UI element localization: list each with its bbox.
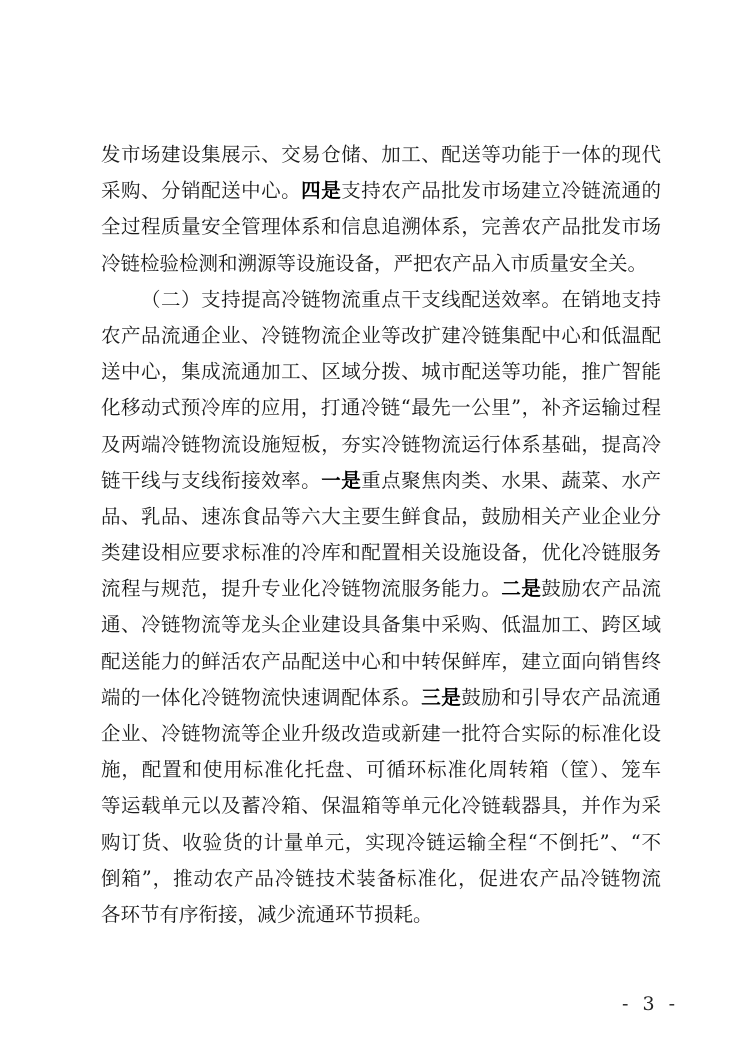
text-line xyxy=(101,752,661,788)
bold-lead-phrase: 二是 xyxy=(501,577,542,601)
text-line xyxy=(101,680,661,716)
text-line xyxy=(101,788,661,824)
text-line xyxy=(101,644,661,680)
text-line xyxy=(101,318,661,354)
text-line xyxy=(101,427,661,463)
text-segment: 各环节有序衔接，减少流通环节损耗。 xyxy=(101,902,433,926)
text-segment: 链干线与支线衔接效率。 xyxy=(101,468,322,492)
text-segment: 发市场建设集展示、交易仓储、加工、配送等功能于一体的现代 xyxy=(101,143,661,166)
text-segment: 冷链检验检测和溯源等设施设备，严把农产品入市质量安全关。 xyxy=(101,251,648,275)
body-text xyxy=(101,137,661,933)
text-segment: 全过程质量安全管理体系和信息追溯体系，完善农产品批发市场 xyxy=(101,215,661,239)
text-segment: 支持农产品批发市场建立冷链流通的 xyxy=(341,179,661,203)
text-line xyxy=(101,571,661,607)
text-segment: 鼓励和引导农产品流通 xyxy=(461,685,661,709)
text-segment: 购订货、收验货的计量单元，实现冷链运输全程“不倒托”、“不 xyxy=(101,830,661,854)
text-segment: 采购、分销配送中心。 xyxy=(101,179,302,203)
text-segment: 企业、冷链物流等企业升级改造或新建一批符合实际的标准化设 xyxy=(101,722,661,745)
text-segment: 送中心，集成流通加工、区域分拨、城市配送等功能，推广智能 xyxy=(101,360,661,384)
text-segment: 通、冷链物流等龙头企业建设具备集中采购、低温加工、跨区域 xyxy=(101,613,661,637)
text-line xyxy=(101,463,661,499)
text-line xyxy=(101,897,661,933)
text-line xyxy=(101,282,661,318)
text-segment: （二）支持提高冷链物流重点干支线配送效率。在销地支持 xyxy=(141,287,661,311)
text-segment: 农产品流通企业、冷链物流企业等改扩建冷链集配中心和低温配 xyxy=(101,323,661,347)
page-number: - 3 - xyxy=(622,993,680,1015)
text-line xyxy=(101,825,661,861)
text-segment: 配送能力的鲜活农产品配送中心和中转保鲜库，建立面向销售终 xyxy=(101,649,661,673)
bold-lead-phrase: 四是 xyxy=(301,179,342,203)
text-line xyxy=(101,861,661,897)
text-segment: 端的一体化冷链物流快速调配体系。 xyxy=(101,685,422,709)
text-line xyxy=(101,535,661,571)
text-segment: 及两端冷链物流设施短板，夯实冷链物流运行体系基础，提高冷 xyxy=(101,432,661,456)
text-line xyxy=(101,390,661,426)
text-line xyxy=(101,499,661,535)
text-segment: 类建设相应要求标准的冷库和配置相关设施设备，优化冷链服务 xyxy=(101,541,661,565)
text-segment: 倒箱”，推动农产品冷链技术装备标准化，促进农产品冷链物流 xyxy=(101,866,661,890)
text-segment: 重点聚焦肉类、水果、蔬菜、水产 xyxy=(361,468,661,492)
text-line xyxy=(101,246,661,282)
text-line xyxy=(101,716,661,752)
text-segment: 流程与规范，提升专业化冷链物流服务能力。 xyxy=(101,577,502,601)
text-line xyxy=(101,173,661,209)
text-line xyxy=(101,354,661,390)
text-line xyxy=(101,607,661,643)
text-line xyxy=(101,209,661,245)
text-segment: 施，配置和使用标准化托盘、可循环标准化周转箱（筐）、笼车 xyxy=(101,758,661,782)
text-segment: 化移动式预冷库的应用，打通冷链“最先一公里”，补齐运输过程 xyxy=(101,396,661,420)
text-line xyxy=(101,137,661,173)
text-segment: 鼓励农产品流 xyxy=(541,577,661,601)
text-segment: 品、乳品、速冻食品等六大主要生鲜食品，鼓励相关产业企业分 xyxy=(101,504,661,528)
bold-lead-phrase: 三是 xyxy=(421,685,462,709)
bold-lead-phrase: 一是 xyxy=(321,468,362,492)
text-segment: 等运载单元以及蓄冷箱、保温箱等单元化冷链载器具，并作为采 xyxy=(101,794,661,818)
